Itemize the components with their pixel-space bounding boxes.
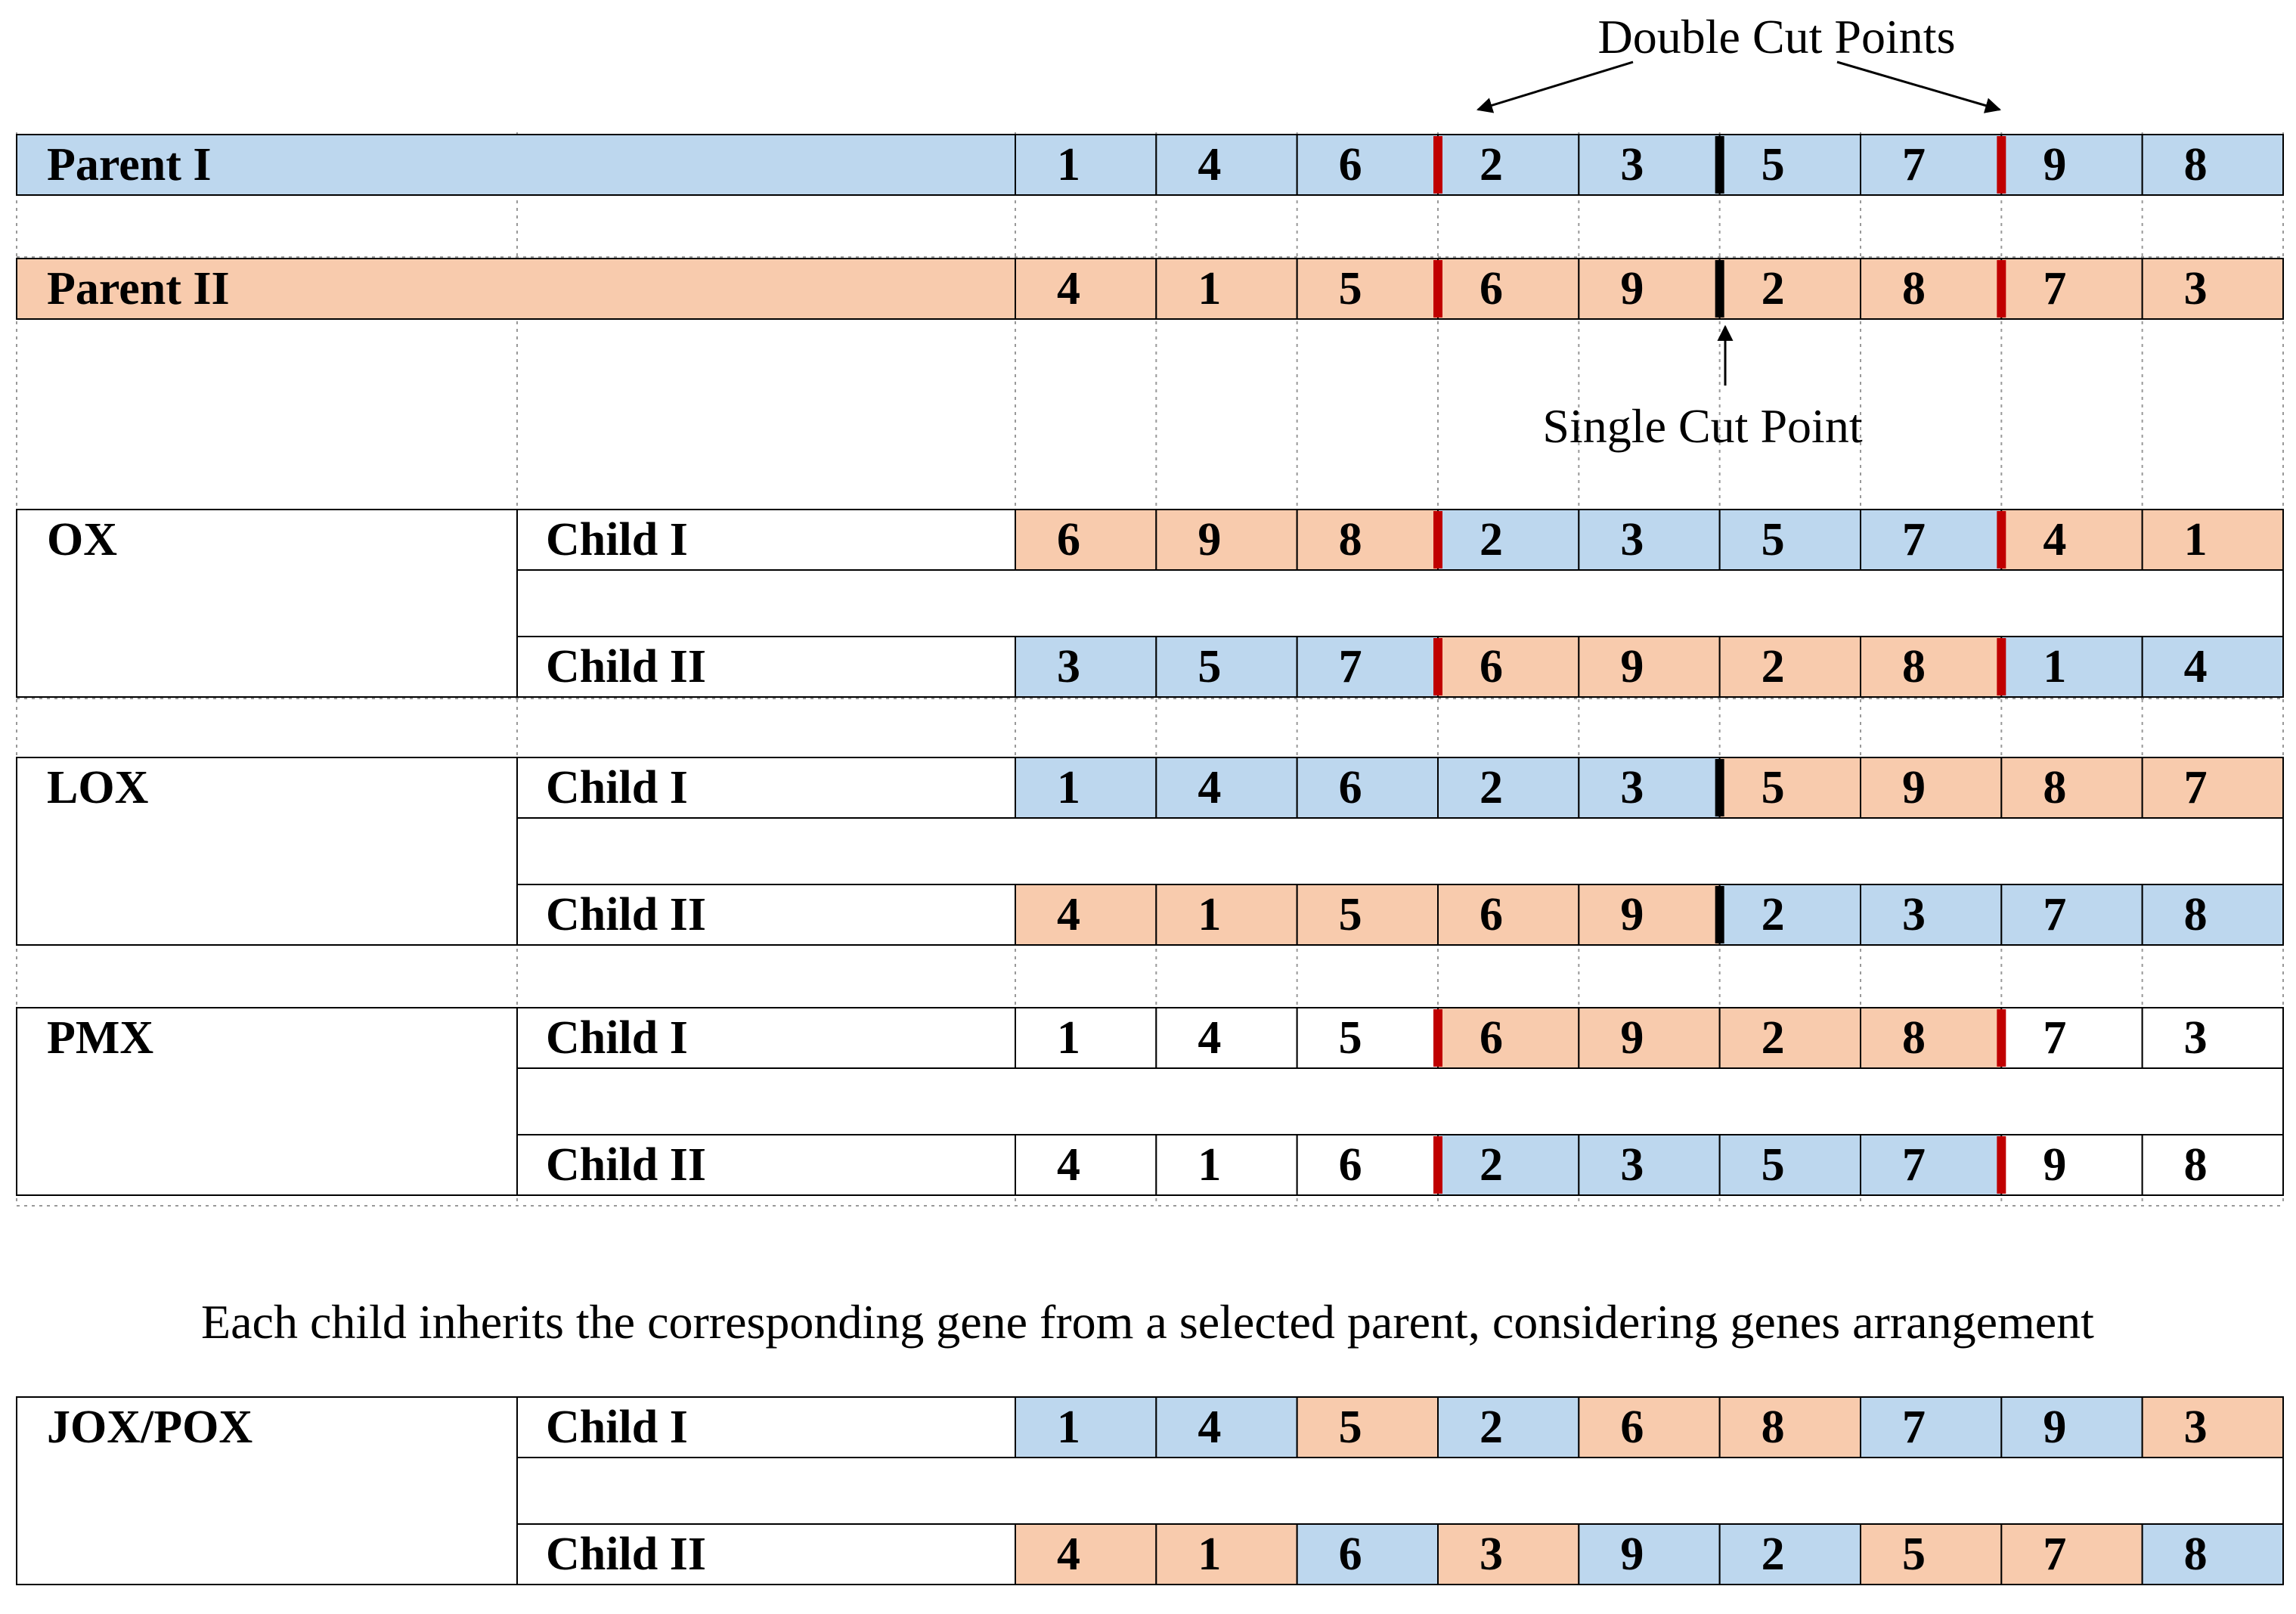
ox-child-1-gene-value: 3	[1620, 514, 1644, 565]
jox-pox-child-1-gene-value: 7	[1902, 1402, 1926, 1453]
double-cut-arrow-left	[1478, 62, 1633, 110]
ox-child-1-gene-cell	[1720, 510, 1861, 570]
parent-1-gene-cell	[1579, 135, 1719, 195]
pmx-child-2-gene-cell	[1015, 1135, 1156, 1195]
parent-2-gene-cell	[1438, 259, 1579, 319]
pmx-name: PMX	[47, 1012, 154, 1064]
lox-child-1-gene-value: 5	[1761, 762, 1785, 813]
lox-child-2-gene-cell	[1720, 884, 1861, 945]
lox-child-1-gene-value: 7	[2183, 762, 2208, 813]
parent-1-gene-cell	[2143, 135, 2283, 195]
pmx-child-1-gene-cell	[1438, 1008, 1579, 1068]
parent-1-label: Parent I	[47, 139, 212, 191]
pmx-child-2-gene-cell	[1861, 1135, 2001, 1195]
jox-pox-child-2-gene-value: 9	[1620, 1529, 1644, 1580]
parent-2-gene-value: 6	[1480, 263, 1503, 314]
jox-pox-child-1-gene-value: 1	[1057, 1402, 1080, 1453]
ox-child-2-gene-cell	[2143, 637, 2283, 697]
jox-pox-child-2-gene-value: 1	[1198, 1529, 1222, 1580]
pmx-child-1-gene-value: 2	[1761, 1012, 1785, 1064]
lox-child-2-gene-cell	[2001, 884, 2142, 945]
pmx-child-2-gene-value: 5	[1761, 1139, 1785, 1191]
ox-child-1-gene-cell	[2143, 510, 2283, 570]
pmx-child-1-gene-cell	[1720, 1008, 1861, 1068]
ox-child-2-gene-value: 4	[2183, 641, 2208, 692]
parent-1-gene-value: 6	[1338, 139, 1362, 191]
jox-pox-child-1-gene-cell	[1579, 1397, 1719, 1458]
ox-child-1-gene-cell	[2001, 510, 2142, 570]
parent-1-gene-cell	[1015, 135, 1156, 195]
parent-2-gene-cell	[1156, 259, 1297, 319]
inherit-note: Each child inherits the corresponding gene from a selected parent, considering genes arrangement	[201, 1295, 2094, 1349]
lox-child-2-gene-value: 7	[2043, 889, 2067, 940]
jox-pox-child-2-gene-value: 6	[1338, 1529, 1362, 1580]
pmx-child-2-gene-cell	[1579, 1135, 1719, 1195]
lox-child-2-gene-value: 9	[1620, 889, 1644, 940]
ox-child-1-gene-value: 6	[1057, 514, 1080, 565]
parent-2-gene-value: 7	[2043, 263, 2067, 314]
jox-pox-child-1-gene-cell	[1438, 1397, 1579, 1458]
pmx-child-1-gene-cell	[1579, 1008, 1719, 1068]
pmx-child-2-gene-value: 1	[1198, 1139, 1222, 1191]
jox-pox-child-1-gene-cell	[1720, 1397, 1861, 1458]
pmx-child-1-gene-cell	[1297, 1008, 1438, 1068]
ox-child-1-gene-value: 4	[2043, 514, 2067, 565]
single-cut-marker	[1715, 886, 1724, 943]
lox-child-2-gene-cell	[1156, 884, 1297, 945]
ox-child-1-label: Child I	[546, 514, 688, 565]
double-cut-marker	[1997, 511, 2006, 568]
ox-child-2-gene-cell	[2001, 637, 2142, 697]
lox-spacer	[517, 818, 2283, 884]
ox-child-1-gene-cell	[1579, 510, 1719, 570]
lox-child-2-gene-value: 4	[1057, 889, 1080, 940]
parent-1-gene-cell	[1438, 135, 1579, 195]
double-cut-marker	[1997, 136, 2006, 194]
ox-child-1-gene-cell	[1156, 510, 1297, 570]
lox-child-1-gene-cell	[1438, 757, 1579, 818]
pmx-child-1-label: Child I	[546, 1012, 688, 1064]
jox-pox-child-1-label: Child I	[546, 1402, 688, 1453]
double-cut-label: Double Cut Points	[1597, 10, 1956, 64]
jox-pox-child-1-gene-cell	[1156, 1397, 1297, 1458]
operators	[17, 510, 2283, 1585]
ox-child-1-gene-cell	[1015, 510, 1156, 570]
double-cut-marker	[1433, 136, 1442, 194]
jox-pox-child-1-gene-value: 6	[1620, 1402, 1644, 1453]
parent-2-gene-cell	[1861, 259, 2001, 319]
parent-2-gene-cell	[1015, 259, 1156, 319]
jox-pox-child-1-gene-cell	[2143, 1397, 2283, 1458]
ox-child-2-gene-cell	[1156, 637, 1297, 697]
jox-pox-child-1-gene-value: 2	[1480, 1402, 1503, 1453]
single-cut-label: Single Cut Point	[1542, 399, 1863, 453]
parent-1-gene-value: 4	[1198, 139, 1222, 191]
parent-1-gene-value: 8	[2183, 139, 2208, 191]
pmx-child-2-gene-value: 9	[2043, 1139, 2067, 1191]
jox-pox-child-2-gene-value: 7	[2043, 1529, 2067, 1580]
ox-child-2-gene-value: 7	[1338, 641, 1362, 692]
pmx-child-1-gene-value: 7	[2043, 1012, 2067, 1064]
ox-child-2-gene-value: 3	[1057, 641, 1080, 692]
ox-child-1-gene-value: 7	[1902, 514, 1926, 565]
parent-1-gene-cell	[1156, 135, 1297, 195]
ox-name: OX	[47, 514, 117, 565]
parent-1-gene-value: 2	[1480, 139, 1503, 191]
ox-child-2-gene-value: 8	[1902, 641, 1926, 692]
lox-child-1-gene-value: 9	[1902, 762, 1926, 813]
lox-child-2-gene-value: 3	[1902, 889, 1926, 940]
jox-pox-child-2-gene-cell	[2143, 1524, 2283, 1585]
pmx-child-2-gene-value: 7	[1902, 1139, 1926, 1191]
pmx-child-2-gene-value: 3	[1620, 1139, 1644, 1191]
parent-2-label: Parent II	[47, 263, 230, 314]
parent-2-gene-cell	[2001, 259, 2142, 319]
lox-child-1-gene-value: 8	[2043, 762, 2067, 813]
jox-pox-child-1-gene-value: 5	[1338, 1402, 1362, 1453]
lox-child-2-gene-cell	[2143, 884, 2283, 945]
ox-child-1-gene-value: 9	[1198, 514, 1222, 565]
lox-child-1-gene-cell	[1720, 757, 1861, 818]
double-cut-marker	[1997, 1009, 2006, 1067]
jox-pox-spacer	[517, 1458, 2283, 1524]
parent-1-gene-cell	[1720, 135, 1861, 195]
pmx-child-1-gene-value: 5	[1338, 1012, 1362, 1064]
jox-pox-child-1-gene-value: 9	[2043, 1402, 2067, 1453]
pmx-child-2-gene-value: 6	[1338, 1139, 1362, 1191]
lox-child-1-gene-value: 6	[1338, 762, 1362, 813]
lox-child-2-gene-value: 8	[2183, 889, 2208, 940]
pmx-child-1-gene-value: 6	[1480, 1012, 1503, 1064]
ox-child-2-gene-cell	[1015, 637, 1156, 697]
pmx-child-2-gene-cell	[1297, 1135, 1438, 1195]
lox-child-1-gene-cell	[1297, 757, 1438, 818]
parent-1-gene-cell	[2001, 135, 2142, 195]
pmx-child-2-gene-value: 4	[1057, 1139, 1080, 1191]
jox-pox-child-1-gene-cell	[1297, 1397, 1438, 1458]
double-cut-arrow-right	[1837, 62, 2000, 110]
parent-1-gene-value: 3	[1620, 139, 1644, 191]
lox-child-1-gene-cell	[1861, 757, 2001, 818]
double-cut-marker	[1997, 638, 2006, 695]
jox-pox-child-1-gene-value: 8	[1761, 1402, 1785, 1453]
ox-child-2-gene-value: 1	[2043, 641, 2067, 692]
jox-pox-child-1-gene-cell	[2001, 1397, 2142, 1458]
jox-pox-child-2-gene-cell	[2001, 1524, 2142, 1585]
parent-2-gene-cell	[1720, 259, 1861, 319]
lox-child-1-gene-cell	[1156, 757, 1297, 818]
pmx-child-1-gene-value: 9	[1620, 1012, 1644, 1064]
jox-pox-name: JOX/POX	[47, 1402, 253, 1453]
lox-child-2-gene-cell	[1861, 884, 2001, 945]
ox-child-1-gene-cell	[1438, 510, 1579, 570]
jox-pox-child-1-gene-cell	[1861, 1397, 2001, 1458]
double-cut-marker	[1433, 260, 1442, 318]
lox-child-2-gene-cell	[1438, 884, 1579, 945]
lox-child-1-gene-cell	[1579, 757, 1719, 818]
ox-child-1-gene-value: 8	[1338, 514, 1362, 565]
jox-pox-child-2-gene-value: 5	[1902, 1529, 1926, 1580]
pmx-spacer	[517, 1068, 2283, 1135]
pmx-child-1-gene-cell	[2001, 1008, 2142, 1068]
jox-pox-child-2-gene-value: 4	[1057, 1529, 1080, 1580]
double-cut-marker	[1433, 638, 1442, 695]
lox-child-2-gene-cell	[1297, 884, 1438, 945]
parent-2-gene-value: 3	[2183, 263, 2208, 314]
jox-pox-child-1-gene-value: 4	[1198, 1402, 1222, 1453]
lox-child-1-gene-value: 4	[1198, 762, 1222, 813]
parent-1-gene-value: 1	[1057, 139, 1080, 191]
jox-pox-child-2-gene-value: 2	[1761, 1529, 1785, 1580]
lox-child-2-gene-cell	[1015, 884, 1156, 945]
single-cut-marker	[1715, 759, 1724, 816]
parent-2-gene-cell	[1579, 259, 1719, 319]
pmx-child-1-gene-value: 3	[2183, 1012, 2208, 1064]
jox-pox-child-2-gene-value: 8	[2183, 1529, 2208, 1580]
parent-1-gene-cell	[1297, 135, 1438, 195]
pmx-child-2-label: Child II	[546, 1139, 706, 1191]
lox-child-2-gene-value: 5	[1338, 889, 1362, 940]
jox-pox-child-1-gene-value: 3	[2183, 1402, 2208, 1453]
lox-child-1-gene-cell	[2001, 757, 2142, 818]
lox-child-1-gene-cell	[2143, 757, 2283, 818]
parent-2-gene-cell	[2143, 259, 2283, 319]
double-cut-marker	[1433, 1136, 1442, 1194]
parent-1-gene-value: 7	[1902, 139, 1926, 191]
lox-child-2-gene-value: 6	[1480, 889, 1503, 940]
ox-child-1-gene-value: 5	[1761, 514, 1785, 565]
jox-pox-child-2-label: Child II	[546, 1529, 706, 1580]
pmx-child-1-gene-cell	[1156, 1008, 1297, 1068]
pmx-child-1-gene-value: 4	[1198, 1012, 1222, 1064]
parent-2-gene-value: 2	[1761, 263, 1785, 314]
ox-spacer	[517, 570, 2283, 637]
lox-child-1-gene-cell	[1015, 757, 1156, 818]
jox-pox-child-2-gene-cell	[1438, 1524, 1579, 1585]
ox-child-1-gene-cell	[1297, 510, 1438, 570]
jox-pox-child-1-gene-cell	[1015, 1397, 1156, 1458]
pmx-child-2-gene-cell	[1156, 1135, 1297, 1195]
ox-child-2-gene-value: 6	[1480, 641, 1503, 692]
jox-pox-child-2-gene-cell	[1720, 1524, 1861, 1585]
double-cut-marker	[1433, 1009, 1442, 1067]
ox-child-2-gene-value: 9	[1620, 641, 1644, 692]
lox-name: LOX	[47, 762, 149, 813]
parents	[17, 135, 2283, 319]
parent-2-gene-value: 8	[1902, 263, 1926, 314]
jox-pox-child-2-gene-cell	[1156, 1524, 1297, 1585]
parent-2-gene-cell	[1297, 259, 1438, 319]
ox-child-2-gene-value: 5	[1198, 641, 1222, 692]
double-cut-marker	[1997, 1136, 2006, 1194]
single-cut-marker	[1715, 136, 1724, 194]
double-cut-marker	[1433, 511, 1442, 568]
ox-child-1-gene-cell	[1861, 510, 2001, 570]
lox-child-1-gene-value: 1	[1057, 762, 1080, 813]
pmx-child-2-gene-cell	[2001, 1135, 2142, 1195]
pmx-child-2-gene-value: 2	[1480, 1139, 1503, 1191]
lox-child-1-gene-value: 3	[1620, 762, 1644, 813]
lox-child-2-label: Child II	[546, 889, 706, 940]
pmx-child-2-gene-cell	[1720, 1135, 1861, 1195]
pmx-child-2-gene-cell	[2143, 1135, 2283, 1195]
ox-child-2-label: Child II	[546, 641, 706, 692]
ox-child-1-gene-value: 2	[1480, 514, 1503, 565]
ox-child-1-gene-value: 1	[2183, 514, 2208, 565]
lox-child-1-gene-value: 2	[1480, 762, 1503, 813]
pmx-child-1-gene-cell	[1015, 1008, 1156, 1068]
pmx-child-1-gene-cell	[2143, 1008, 2283, 1068]
parent-2-gene-value: 4	[1057, 263, 1080, 314]
pmx-child-1-gene-value: 1	[1057, 1012, 1080, 1064]
parent-1-gene-value: 5	[1761, 139, 1785, 191]
jox-pox-child-2-gene-cell	[1579, 1524, 1719, 1585]
jox-pox-child-2-gene-cell	[1297, 1524, 1438, 1585]
double-cut-marker	[1997, 260, 2006, 318]
pmx-child-1-gene-cell	[1861, 1008, 2001, 1068]
jox-pox-child-2-gene-cell	[1015, 1524, 1156, 1585]
parent-1-gene-value: 9	[2043, 139, 2067, 191]
parent-1-gene-cell	[1861, 135, 2001, 195]
ox-child-2-gene-cell	[1297, 637, 1438, 697]
ox-child-2-gene-cell	[1720, 637, 1861, 697]
pmx-child-2-gene-value: 8	[2183, 1139, 2208, 1191]
single-cut-marker	[1715, 260, 1724, 318]
lox-child-2-gene-value: 1	[1198, 889, 1222, 940]
ox-child-2-gene-value: 2	[1761, 641, 1785, 692]
parent-2-gene-value: 9	[1620, 263, 1644, 314]
ox-child-2-gene-cell	[1861, 637, 2001, 697]
parent-2-gene-value: 5	[1338, 263, 1362, 314]
lox-child-2-gene-value: 2	[1761, 889, 1785, 940]
jox-pox-child-2-gene-value: 3	[1480, 1529, 1503, 1580]
ox-child-2-gene-cell	[1438, 637, 1579, 697]
ox-child-2-gene-cell	[1579, 637, 1719, 697]
lox-child-2-gene-cell	[1579, 884, 1719, 945]
pmx-child-1-gene-value: 8	[1902, 1012, 1926, 1064]
pmx-child-2-gene-cell	[1438, 1135, 1579, 1195]
jox-pox-child-2-gene-cell	[1861, 1524, 2001, 1585]
parent-2-gene-value: 1	[1198, 263, 1222, 314]
lox-child-1-label: Child I	[546, 762, 688, 813]
